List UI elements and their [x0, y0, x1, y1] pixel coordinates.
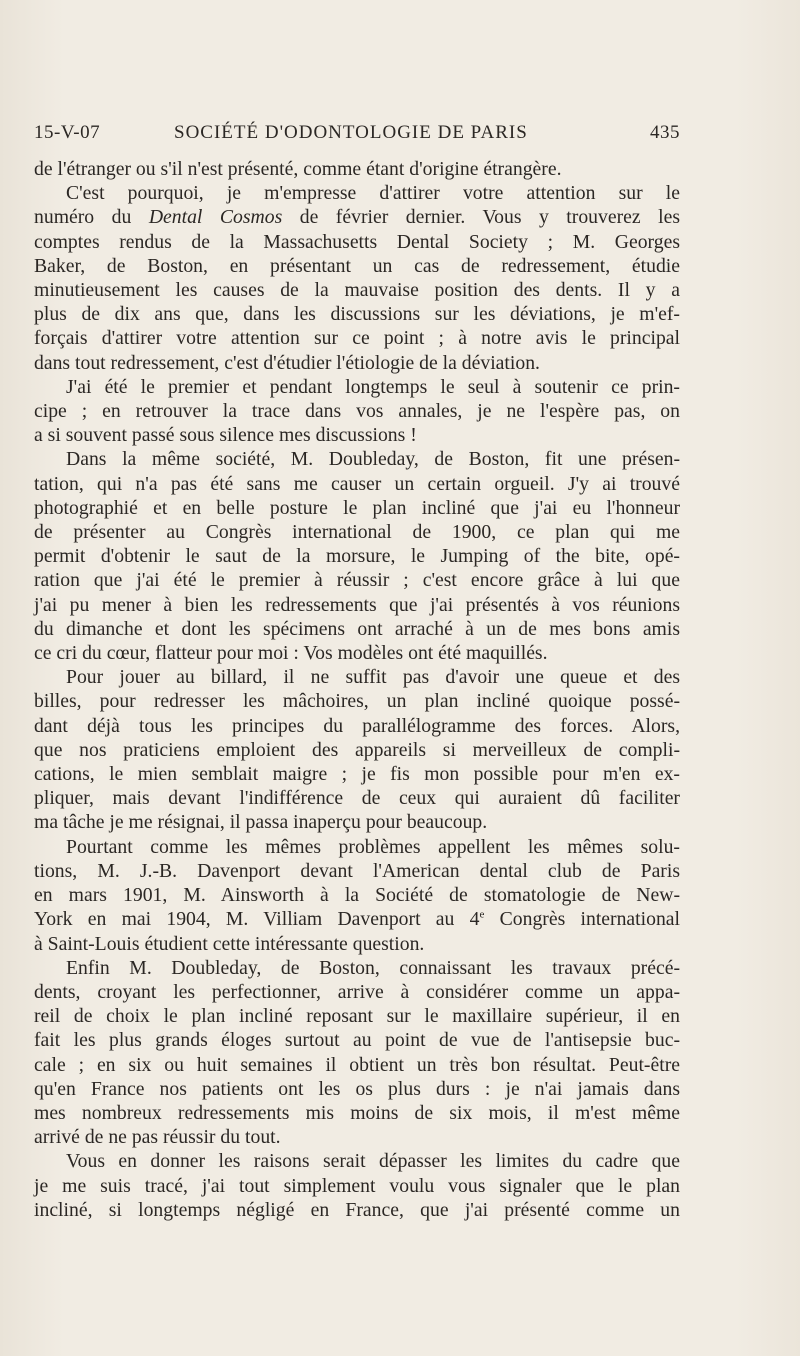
paragraph — [34, 835, 680, 956]
paragraph — [34, 181, 680, 375]
text-line: tions, M. J.-B. Davenport devant l'American dental club de Paris — [34, 859, 680, 882]
text-line: dans tout redressement, c'est d'étudier l'étiologie de la déviation. — [34, 351, 540, 374]
text-line: ma tâche je me résignai, il passa inaperçu pour beaucoup. — [34, 811, 488, 834]
text-line: ration que j'ai été le premier à réussir ; c'est encore grâce à lui que — [34, 569, 680, 592]
text-line: mes nombreux redressements mis moins de six mois, il m'est même — [34, 1101, 680, 1124]
text-line: incliné, si longtemps négligé en France, que j'ai présenté comme un — [34, 1198, 680, 1221]
text-line: J'ai été le premier et pendant longtemps le seul à soutenir ce prin- — [66, 375, 680, 398]
paragraph — [34, 375, 680, 448]
text-line: Dans la même société, M. Doubleday, de Boston, fit une présen- — [66, 448, 680, 471]
running-header — [34, 122, 680, 148]
text-line: fait les plus grands éloges surtout au point de vue de l'antisepsie buc- — [34, 1029, 680, 1052]
page-number: 435 — [650, 122, 680, 143]
text-line: cipe ; en retrouver la trace dans vos annales, je ne l'espère pas, on — [34, 400, 680, 423]
text-line: ce cri du cœur, flatteur pour moi : Vos modèles ont été maquillés. — [34, 642, 548, 665]
text-line: York en mai 1904, M. Villiam Davenport au 4e Congrès international — [34, 908, 680, 931]
text-line: tation, qui n'a pas été sans me causer un certain orgueil. J'y ai trouvé — [34, 472, 680, 495]
text-line: photographié et en belle posture le plan incliné que j'ai eu l'honneur — [34, 496, 680, 519]
text-line: de l'étranger ou s'il n'est présenté, comme étant d'origine étrangère. — [34, 158, 562, 180]
paragraph — [34, 956, 680, 1150]
paragraph — [34, 157, 680, 181]
text-line: j'ai pu mener à bien les redressements que j'ai présentés à vos réunions — [34, 593, 680, 616]
text-line: dents, croyant les perfectionner, arrive à considérer comme un appa- — [34, 980, 680, 1003]
text-line: en mars 1901, M. Ainsworth à la Société de stomatologie de New- — [34, 884, 680, 907]
text-line: Vous en donner les raisons serait dépasser les limites du cadre que — [66, 1150, 680, 1173]
text-line: Pour jouer au billard, il ne suffit pas d'avoir une queue et des — [66, 666, 680, 689]
text-line: permit d'obtenir le saut de la morsure, le Jumping of the bite, opé- — [34, 545, 680, 568]
text-line: dant déjà tous les principes du parallélogramme des forces. Alors, — [34, 714, 680, 737]
paragraph — [34, 1149, 680, 1222]
header-date: 15-V-07 — [34, 122, 101, 143]
text-line: reil de choix le plan incliné reposant sur le maxillaire supérieur, il en — [34, 1005, 680, 1028]
text-line: arrivé de ne pas réussir du tout. — [34, 1126, 281, 1149]
text-line: du dimanche et dont les spécimens ont arraché à un de mes bons amis — [34, 617, 680, 640]
paragraph — [34, 665, 680, 834]
paragraph — [34, 447, 680, 665]
text-line: cale ; en six ou huit semaines il obtient un très bon résultat. Peut-être — [34, 1053, 680, 1076]
header-journal-title: SOCIÉTÉ D'ODONTOLOGIE DE PARIS — [174, 122, 528, 143]
text-line: numéro du Dental Cosmos de février dernier. Vous y trouverez les — [34, 206, 680, 229]
text-line: a si souvent passé sous silence mes discussions ! — [34, 424, 417, 447]
text-line: minutieusement les causes de la mauvaise position des dents. Il y a — [34, 279, 680, 302]
text-line: qu'en France nos patients ont les os plus durs : je n'ai jamais dans — [34, 1077, 680, 1100]
text-line: que nos praticiens emploient des appareils si merveilleux de compli- — [34, 738, 680, 761]
text-line: comptes rendus de la Massachusetts Dental Society ; M. Georges — [34, 230, 680, 253]
text-line: cations, le mien semblait maigre ; je fis mon possible pour m'en ex- — [34, 763, 680, 786]
body-text — [34, 157, 680, 1222]
text-line: à Saint-Louis étudient cette intéressante question. — [34, 932, 425, 955]
text-line: de présenter au Congrès international de 1900, ce plan qui me — [34, 521, 680, 544]
text-line: billes, pour redresser les mâchoires, un plan incliné quoique possé- — [34, 690, 680, 713]
text-line: plus de dix ans que, dans les discussions sur les déviations, je m'ef- — [34, 303, 680, 326]
text-line: pliquer, mais devant l'indifférence de ceux qui auraient dû faciliter — [34, 787, 680, 810]
text-line: C'est pourquoi, je m'empresse d'attirer votre attention sur le — [66, 182, 680, 205]
text-line: Baker, de Boston, en présentant un cas de redressement, étudie — [34, 254, 680, 277]
text-line: je me suis tracé, j'ai tout simplement voulu vous signaler que le plan — [34, 1174, 680, 1197]
text-line: Enfin M. Doubleday, de Boston, connaissant les travaux précé- — [66, 956, 680, 979]
text-line: forçais d'attirer votre attention sur ce point ; à notre avis le principal — [34, 327, 680, 350]
text-line: Pourtant comme les mêmes problèmes appellent les mêmes solu- — [66, 835, 680, 858]
